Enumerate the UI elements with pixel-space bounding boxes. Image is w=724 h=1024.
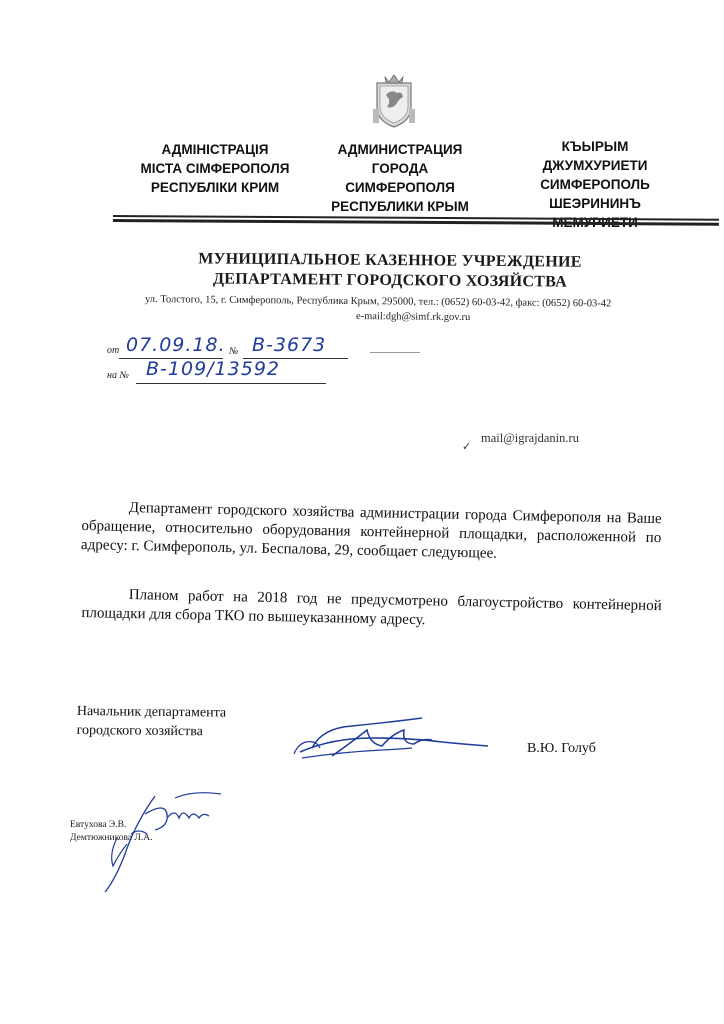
header-crimean-tatar-line: ДЖУМХУРИЕТИ [542, 158, 648, 173]
body-paragraph-text: Планом работ на 2018 год не предусмотрено благоустройство контейнерной площадки для сбора ТКО по вышеуказанному адресу. [81, 586, 662, 629]
handwritten-number: В-3673 [252, 334, 327, 356]
postal-address: ул. Толстого, 15, г. Симферополь, Республика Крым, 295000, тел.: (0652) 60-03-42, факс: (0652) 60-03-42 [144, 294, 612, 310]
header-russian-line: ГОРОДА [371, 161, 429, 176]
executor-name: Демтюжникова Л.А. [70, 833, 153, 843]
number-label: № [229, 346, 239, 357]
organization-name: МУНИЦИПАЛЬНОЕ КАЗЕННОЕ УЧРЕЖДЕНИЕ [198, 250, 582, 271]
header-ukrainian-line: МІСТА СІМФЕРОПОЛЯ [140, 161, 290, 176]
body-paragraph-text: Департамент городского хозяйства администрации города Симферополя на Ваше обращение, относительно оборудования контейнерной площадки, расположенной по адресу: г. Симферополь, ул. Беспалова, 29, сообщает следующее. [80, 499, 662, 562]
reference-label: на № [107, 370, 129, 381]
header-ukrainian-line: АДМІНІСТРАЦІЯ [161, 142, 269, 157]
handwritten-signature [292, 708, 492, 768]
date-label: от [107, 345, 120, 356]
body-paragraph [81, 498, 662, 567]
header-crimean-tatar-line: ШЕЭРИНИНЪ [549, 196, 641, 211]
handwritten-reference: В-109/13592 [146, 358, 280, 380]
blank-line [370, 352, 420, 353]
header-ukrainian-line: РЕСПУБЛІКИ КРИМ [150, 180, 280, 195]
crimea-coat-of-arms-icon [371, 73, 417, 129]
header-russian [300, 140, 500, 216]
header-russian-line: РЕСПУБЛИКИ КРЫМ [331, 199, 469, 214]
checkmark-icon: ✓ [462, 441, 472, 453]
header-russian-line: СИМФЕРОПОЛЯ [345, 180, 455, 195]
reference-underline [136, 383, 326, 384]
header-crimean-tatar-line: СИМФЕРОПОЛЬ [540, 177, 650, 192]
header-russian-line: АДМИНИСТРАЦИЯ [337, 142, 463, 157]
body-paragraph [81, 585, 662, 635]
handwritten-date: 07.09.18. [126, 334, 226, 356]
department-email: e-mail:dgh@simf.rk.gov.ru [355, 311, 471, 324]
recipient-email: mail@igrajdanin.ru [481, 431, 579, 445]
department-name: ДЕПАРТАМЕНТ ГОРОДСКОГО ХОЗЯЙСТВА [212, 270, 568, 291]
position-line: Начальник департамента [76, 703, 227, 721]
executor-name: Евтухова Э.В. [70, 820, 127, 830]
executor-signature [95, 784, 235, 896]
header-crimean-tatar-line: КЪЫРЫМ [561, 139, 629, 154]
signatory-position [77, 702, 227, 742]
header-ukrainian [110, 140, 320, 197]
signatory-name: В.Ю. Голуб [527, 741, 596, 756]
position-line: городского хозяйства [76, 722, 203, 740]
